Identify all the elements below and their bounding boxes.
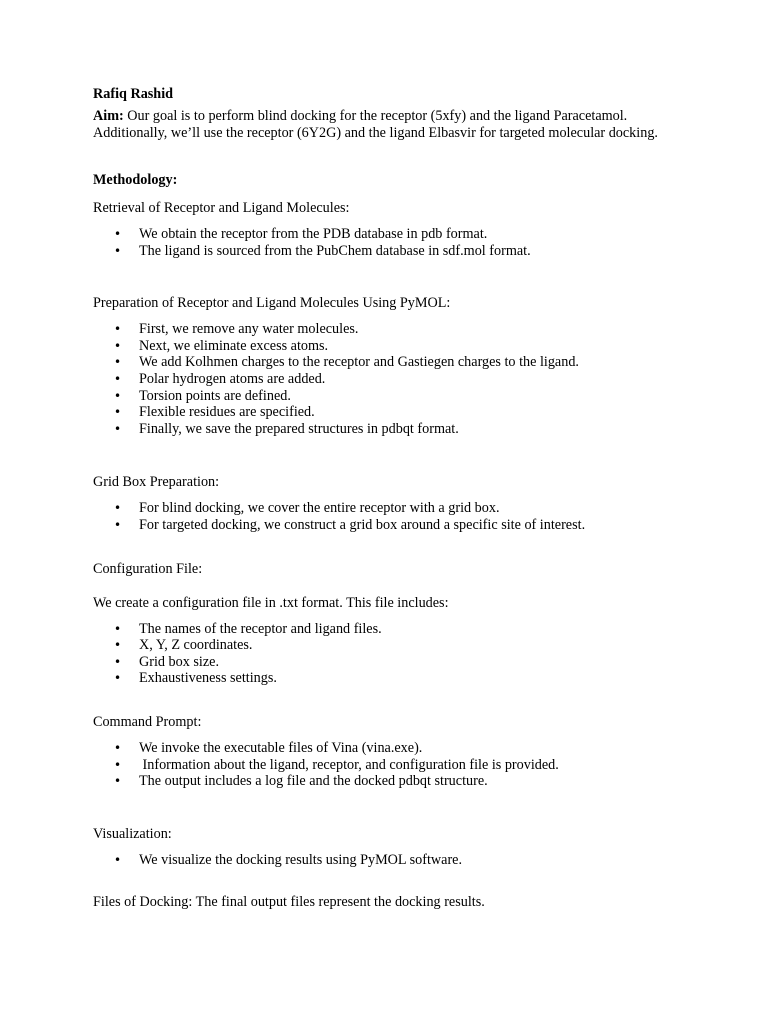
bullet-icon: • [114, 355, 122, 370]
list-item: • Next, we eliminate excess atoms. [114, 337, 329, 354]
bullet-icon: • [114, 757, 122, 772]
retrieval-list [93, 226, 693, 259]
list-item: • We add Kolhmen charges to the receptor and Gastiegen charges to the ligand. [114, 354, 579, 371]
preparation-section-title: Preparation of Receptor and Ligand Molecules Using PyMOL: [93, 295, 451, 312]
preparation-list [93, 321, 693, 437]
list-item: • We visualize the docking results using PyMOL software. [114, 851, 463, 868]
list-item: • Torsion points are defined. [114, 387, 291, 404]
list-item: • Flexible residues are specified. [114, 404, 315, 421]
aim-label: Aim: [93, 108, 124, 124]
list-item: • Polar hydrogen atoms are added. [114, 370, 326, 387]
methodology-heading: Methodology: [93, 172, 178, 188]
files-of-docking-text: Files of Docking: The final output files represent the docking results. [93, 894, 485, 911]
bullet-icon: • [114, 421, 122, 436]
author-name: Rafiq Rashid [93, 86, 174, 102]
config-section-title: Configuration File: [93, 560, 203, 577]
list-item: • We invoke the executable files of Vina (vina.exe). [114, 739, 423, 756]
list-item: • The output includes a log file and the docked pdbqt structure. [114, 773, 488, 790]
bullet-icon: • [114, 338, 122, 353]
bullet-icon: • [114, 501, 122, 516]
gridbox-list [93, 500, 693, 533]
document-page [93, 86, 693, 911]
aim-text-1: Our goal is to perform blind docking for the receptor (5xfy) and the ligand Paracetamol. [123, 108, 628, 124]
config-intro: We create a configuration file in .txt format. This file includes: [93, 594, 449, 611]
bullet-icon: • [114, 638, 122, 653]
list-item: • For blind docking, we cover the entire receptor with a grid box. [114, 500, 500, 517]
config-list [93, 621, 693, 687]
bullet-icon: • [114, 654, 122, 669]
bullet-icon: • [114, 621, 122, 636]
bullet-icon: • [114, 517, 122, 532]
bullet-icon: • [114, 243, 122, 258]
list-item: • The names of the receptor and ligand files. [114, 620, 382, 637]
aim-paragraph [93, 108, 693, 142]
visualization-list [93, 852, 693, 869]
command-section-title: Command Prompt: [93, 713, 202, 730]
bullet-icon: • [114, 852, 122, 867]
list-item: • Exhaustiveness settings. [114, 670, 277, 687]
aim-line-1 [93, 108, 693, 125]
bullet-icon: • [114, 774, 122, 789]
bullet-icon: • [114, 405, 122, 420]
visualization-section-title: Visualization: [93, 825, 172, 842]
bullet-icon: • [114, 227, 122, 241]
bullet-icon: • [114, 671, 122, 686]
retrieval-section-title: Retrieval of Receptor and Ligand Molecules: [93, 200, 350, 216]
list-item: • X, Y, Z coordinates. [114, 637, 253, 654]
bullet-icon: • [114, 371, 122, 386]
command-list [93, 740, 693, 790]
gridbox-section-title: Grid Box Preparation: [93, 474, 220, 491]
list-item: • Finally, we save the prepared structures in pdbqt format. [114, 420, 459, 437]
list-item: • Information about the ligand, receptor, and configuration file is provided. [114, 756, 559, 773]
list-item: • Grid box size. [114, 653, 219, 670]
aim-line-2: Additionally, we’ll use the receptor (6Y2G) and the ligand Elbasvir for targeted molecular docking. [93, 125, 658, 141]
bullet-icon: • [114, 740, 122, 755]
list-item: • We obtain the receptor from the PDB database in pdb format. [114, 226, 488, 242]
bullet-icon: • [114, 388, 122, 403]
list-item: • For targeted docking, we construct a grid box around a specific site of interest. [114, 516, 586, 533]
list-item: • First, we remove any water molecules. [114, 321, 359, 338]
list-item: • The ligand is sourced from the PubChem database in sdf.mol format. [114, 242, 531, 259]
bullet-icon: • [114, 322, 122, 337]
